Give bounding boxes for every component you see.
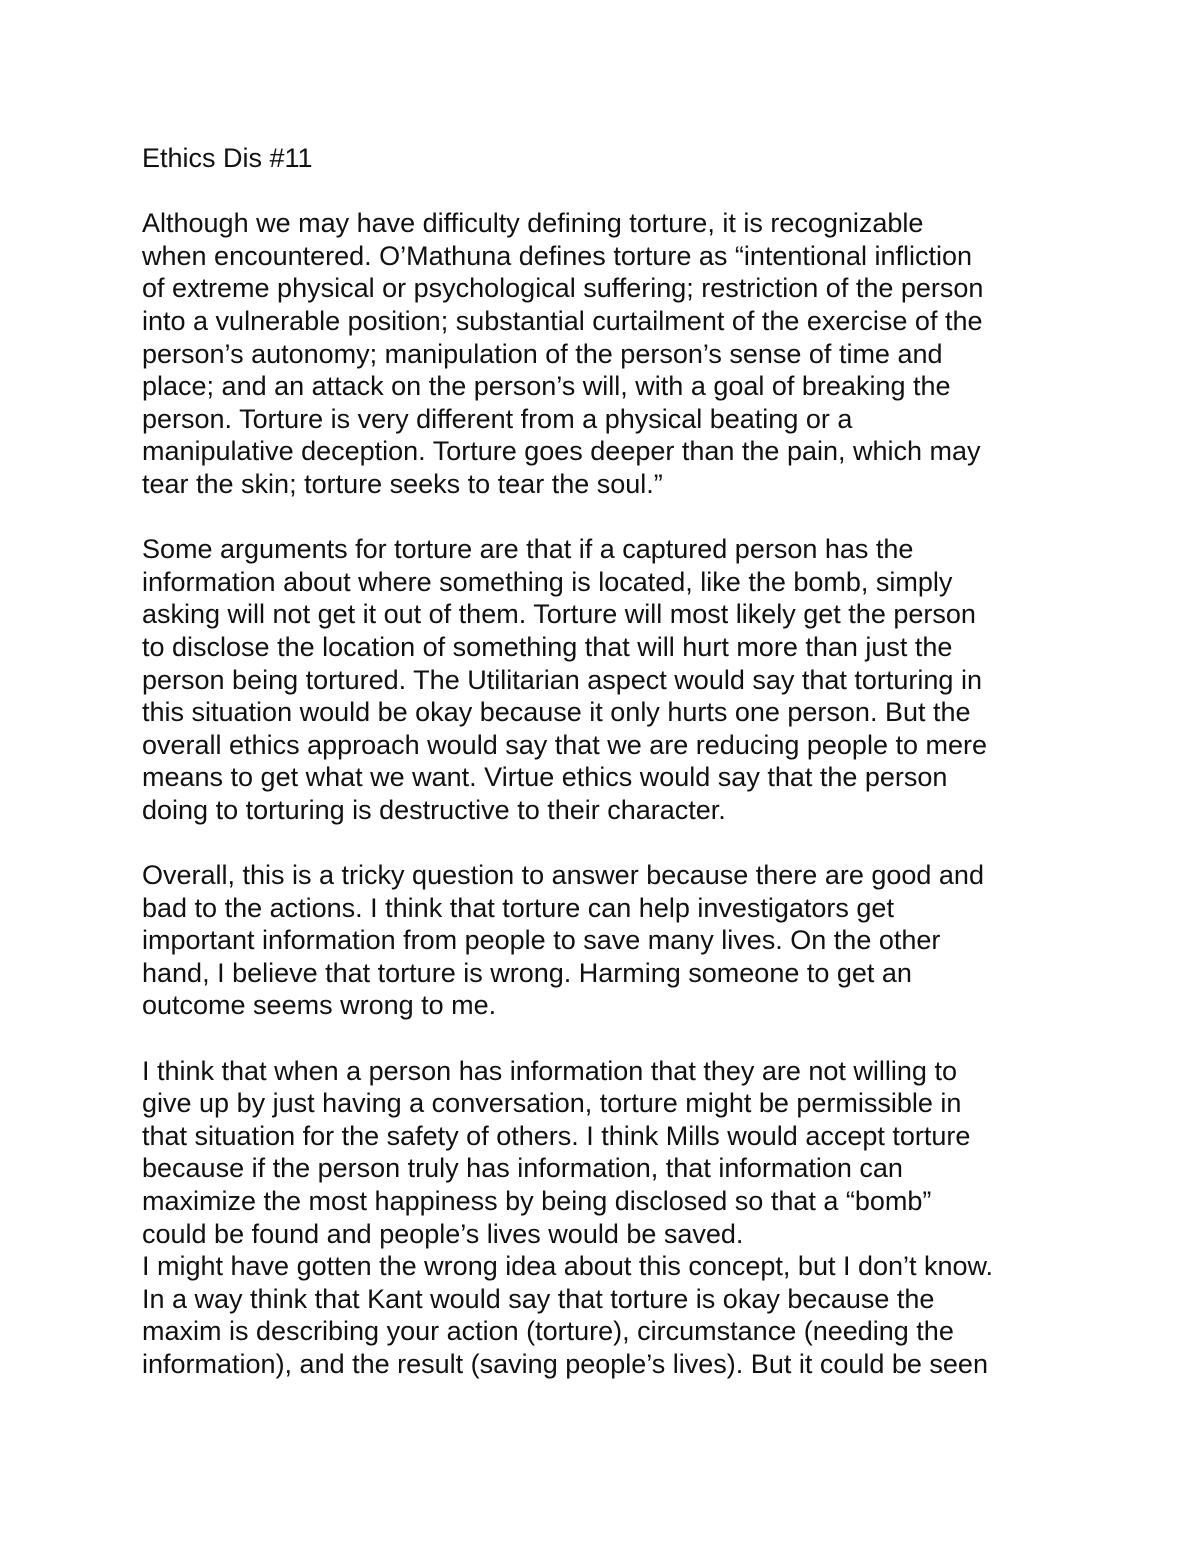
text-line: person. Torture is very different from a physical beating or a — [142, 403, 853, 434]
text-line: doing to torturing is destructive to their character. — [142, 794, 726, 825]
text-line: manipulative deception. Torture goes deeper than the pain, which may — [142, 436, 981, 467]
text-line: give up by just having a conversation, torture might be permissible in — [142, 1088, 962, 1119]
text-line: person being tortured. The Utilitarian aspect would say that torturing in — [142, 664, 982, 695]
text-line: information), and the result (saving people’s lives). But it could be seen — [142, 1348, 988, 1379]
text-line: means to get what we want. Virtue ethics would say that the person — [142, 762, 948, 793]
paragraph-4 — [142, 1055, 1072, 1251]
text-line: Some arguments for torture are that if a captured person has the — [142, 534, 914, 565]
paragraph-5 — [142, 1250, 1072, 1380]
text-line: that situation for the safety of others. I think Mills would accept torture — [142, 1120, 971, 1151]
text-line: into a vulnerable position; substantial curtailment of the exercise of the — [142, 305, 983, 336]
text-line: asking will not get it out of them. Torture will most likely get the person — [142, 599, 976, 630]
text-line: tear the skin; torture seeks to tear the soul.” — [142, 468, 663, 499]
text-line: maxim is describing your action (torture), circumstance (needing the — [142, 1316, 954, 1347]
text-line: information about where something is located, like the bomb, simply — [142, 566, 953, 597]
text-line: hand, I believe that torture is wrong. Harming someone to get an — [142, 957, 912, 988]
text-line: when encountered. O’Mathuna defines torture as “intentional infliction — [142, 240, 972, 271]
paragraph-2 — [142, 533, 1072, 826]
text-line: bad to the actions. I think that torture can help investigators get — [142, 892, 894, 923]
text-line: Although we may have difficulty defining torture, it is recognizable — [142, 208, 924, 239]
text-line: because if the person truly has information, that information can — [142, 1153, 903, 1184]
text-line: place; and an attack on the person’s will, with a goal of breaking the — [142, 371, 951, 402]
text-line: of extreme physical or psychological suffering; restriction of the person — [142, 273, 984, 304]
document-body — [142, 142, 1072, 1381]
document-title: Ethics Dis #11 — [142, 143, 313, 173]
text-line: Overall, this is a tricky question to answer because there are good and — [142, 860, 984, 891]
text-line: maximize the most happiness by being disclosed so that a “bomb” — [142, 1186, 932, 1216]
text-line: I think that when a person has information that they are not willing to — [142, 1055, 957, 1086]
paragraph-1 — [142, 207, 1072, 500]
text-line: outcome seems wrong to me. — [142, 990, 497, 1021]
text-line: this situation would be okay because it only hurts one person. But the — [142, 697, 971, 728]
text-line: important information from people to save many lives. On the other — [142, 925, 941, 956]
text-line: person’s autonomy; manipulation of the person’s sense of time and — [142, 338, 943, 369]
paragraph-3 — [142, 859, 1072, 1022]
text-line: overall ethics approach would say that we are reducing people to mere — [142, 729, 987, 760]
text-line: to disclose the location of something that will hurt more than just the — [142, 631, 953, 662]
text-line: In a way think that Kant would say that torture is okay because the — [142, 1283, 935, 1314]
text-line: could be found and people’s lives would be saved. — [142, 1218, 744, 1249]
text-line: I might have gotten the wrong idea about this concept, but I don’t know. — [142, 1251, 994, 1282]
